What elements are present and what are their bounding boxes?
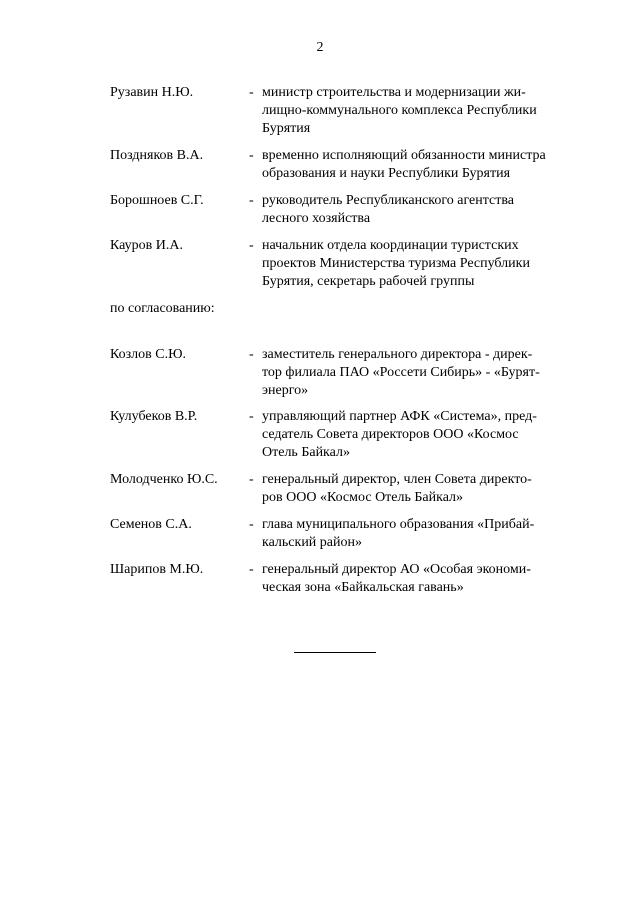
member-name: Борошноев С.Г. bbox=[110, 193, 204, 208]
dash-separator: - bbox=[249, 562, 254, 577]
dash-separator: - bbox=[249, 148, 254, 163]
member-name: Кауров И.А. bbox=[110, 238, 183, 253]
agreement-label: по согласованию: bbox=[110, 301, 215, 316]
dash-separator: - bbox=[249, 517, 254, 532]
end-divider-line bbox=[294, 652, 376, 653]
member-role: заместитель генерального директора - дирек- тор филиала ПАО «Россети Сибирь» - «Бурят- энерго» bbox=[262, 347, 540, 398]
dash-separator: - bbox=[249, 193, 254, 208]
member-name: Козлов С.Ю. bbox=[110, 347, 186, 362]
member-role: генеральный директор АО «Особая экономи- ческая зона «Байкальская гавань» bbox=[262, 562, 531, 595]
member-role: временно исполняющий обязанности министра образования и науки Республики Бурятия bbox=[262, 148, 546, 181]
member-role: министр строительства и модернизации жи- лищно-коммунального комплекса Республики Бурятия bbox=[262, 85, 537, 136]
member-role: начальник отдела координации туристских проектов Министерства туризма Республики Бурятия, секретарь рабочей группы bbox=[262, 238, 530, 289]
dash-separator: - bbox=[249, 238, 254, 253]
member-role: генеральный директор, член Совета директо- ров ООО «Космос Отель Байкал» bbox=[262, 472, 532, 505]
member-role: глава муниципального образования «Прибай- кальский район» bbox=[262, 517, 535, 550]
dash-separator: - bbox=[249, 409, 254, 424]
dash-separator: - bbox=[249, 85, 254, 100]
member-role: руководитель Республиканского агентства лесного хозяйства bbox=[262, 193, 515, 226]
member-name: Шарипов М.Ю. bbox=[110, 562, 204, 577]
member-name: Молодченко Ю.С. bbox=[110, 472, 218, 487]
member-name: Кулубеков В.Р. bbox=[110, 409, 198, 424]
member-name: Семенов С.А. bbox=[110, 517, 192, 532]
dash-separator: - bbox=[249, 347, 254, 362]
member-role: управляющий партнер АФК «Система», пред- седатель Совета директоров ООО «Космос Отель Байкал» bbox=[262, 409, 537, 460]
member-name: Поздняков В.А. bbox=[110, 148, 204, 163]
member-name: Рузавин Н.Ю. bbox=[110, 85, 194, 100]
dash-separator: - bbox=[249, 472, 254, 487]
page-number: 2 bbox=[316, 40, 324, 55]
